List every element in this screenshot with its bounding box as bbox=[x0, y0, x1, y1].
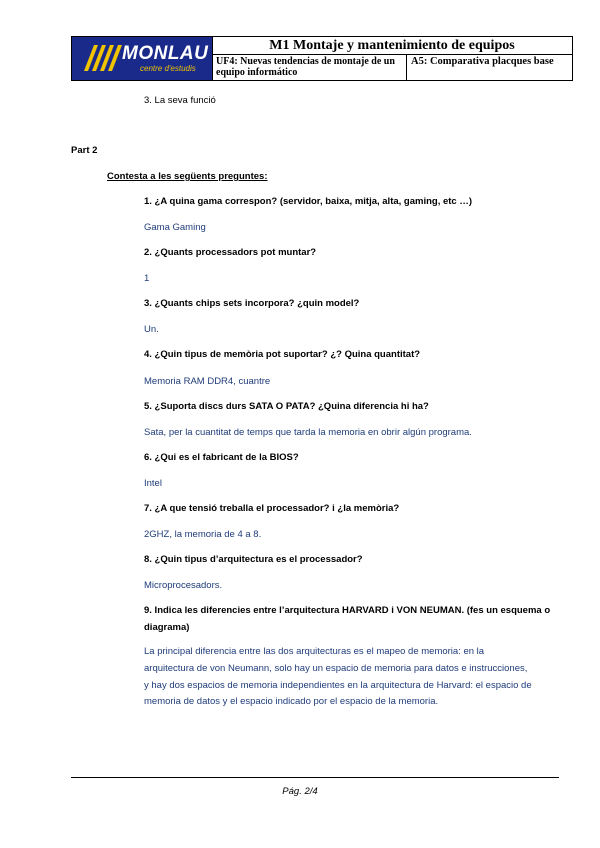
question-8: 8. ¿Quin tipus d’arquitectura es el processador? bbox=[144, 554, 363, 565]
logo-brand: MONLAU bbox=[122, 43, 209, 64]
question-9-line-1: 9. Indica les diferencies entre l’arquitectura HARVARD i VON NEUMAN. (fes un esquema o bbox=[144, 605, 551, 616]
question-3: 3. ¿Quants chips sets incorpora? ¿quin model? bbox=[144, 298, 360, 309]
question-9-line-2: diagrama) bbox=[144, 622, 190, 633]
question-2: 2. ¿Quants processadors pot muntar? bbox=[144, 247, 317, 258]
answer-8: Microprocesadors. bbox=[144, 580, 223, 591]
answer-1: Gama Gaming bbox=[144, 222, 206, 233]
instructions: Contesta a les següents preguntes: bbox=[107, 171, 268, 182]
answer-2: 1 bbox=[144, 273, 150, 284]
activity-title: A5: Comparativa placques base bbox=[411, 56, 554, 67]
logo-stripes-icon bbox=[76, 41, 122, 75]
question-5: 5. ¿Suporta discs durs SATA O PATA? ¿Quina diferencia hi ha? bbox=[144, 401, 429, 412]
footer-divider bbox=[71, 777, 559, 778]
question-6: 6. ¿Qui es el fabricant de la BIOS? bbox=[144, 452, 299, 463]
question-1: 1. ¿A quina gama correspon? (servidor, baixa, mitja, alta, gaming, etc …) bbox=[144, 196, 473, 207]
page-number: Pág. 2/4 bbox=[282, 786, 318, 797]
question-7: 7. ¿A que tensió treballa el processador? i ¿la memòria? bbox=[144, 503, 400, 514]
answer-4: Memoria RAM DDR4, cuantre bbox=[144, 376, 271, 387]
answer-6: Intel bbox=[144, 478, 162, 489]
answer-3: Un. bbox=[144, 324, 159, 335]
question-4: 4. ¿Quin tipus de memòria pot suportar? ¿? Quina quantitat? bbox=[144, 349, 421, 360]
module-title: M1 Montaje y mantenimiento de equipos bbox=[212, 37, 572, 55]
intro-item: 3. La seva funció bbox=[144, 95, 216, 106]
answer-9-line-4: memoria de datos y el espacio indicado por el espacio de la memoria. bbox=[144, 696, 439, 707]
document-header bbox=[71, 36, 573, 81]
answer-9-line-2: arquitectura de von Neumann, solo hay un espacio de memoria para datos e instrucciones, bbox=[144, 663, 528, 674]
answer-9-line-3: y hay dos espacios de memoria independientes en la arquitectura de Harvard: el espacio de bbox=[144, 680, 532, 691]
answer-5: Sata, per la cuantitat de temps que tarda la memoria en obrir algún programa. bbox=[144, 427, 472, 438]
monlau-logo bbox=[72, 37, 213, 80]
answer-7: 2GHZ, la memoria de 4 a 8. bbox=[144, 529, 262, 540]
unit-title: UF4: Nuevas tendencias de montaje de un equipo informático bbox=[212, 54, 407, 80]
answer-9-line-1: La principal diferencia entre las dos arquitecturas es el mapeo de memoria: en la bbox=[144, 646, 485, 657]
part-label: Part 2 bbox=[71, 145, 98, 156]
logo-subtitle: centre d'estudis bbox=[140, 64, 196, 73]
